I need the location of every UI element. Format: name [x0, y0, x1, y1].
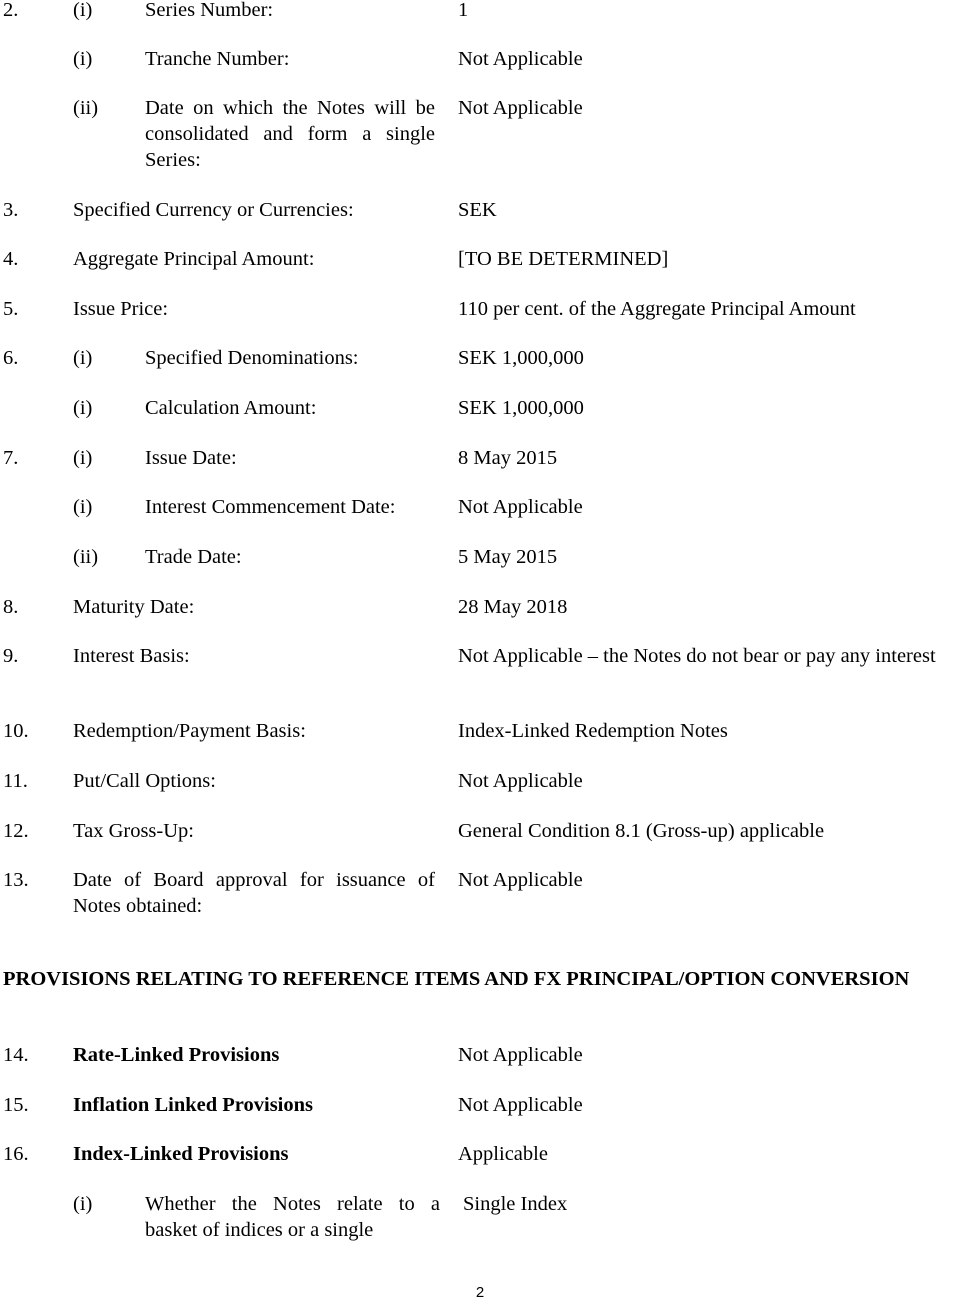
item-7-sub: (i)	[73, 447, 93, 469]
consolidation-label: Date on which the Notes will be consolidated and form a single Series:	[145, 97, 435, 171]
trade-date-label: Trade Date:	[145, 546, 242, 568]
item-10-value: Index-Linked Redemption Notes	[458, 720, 728, 742]
item-6-value: SEK 1,000,000	[458, 347, 584, 369]
item-13-label: Date of Board approval for issuance of Notes obtained:	[73, 869, 435, 917]
basket-value: Single Index	[463, 1193, 568, 1215]
item-13-value: Not Applicable	[458, 869, 583, 891]
basket-sub: (i)	[73, 1193, 93, 1215]
item-12-label: Tax Gross-Up:	[73, 820, 194, 842]
trade-date-sub: (ii)	[73, 546, 99, 568]
item-9-value: Not Applicable – the Notes do not bear or pay any interest	[458, 645, 936, 667]
item-13-number: 13.	[3, 869, 29, 891]
item-15-label: Inflation Linked Provisions	[73, 1094, 313, 1116]
item-4-number: 4.	[3, 248, 19, 270]
item-8-label: Maturity Date:	[73, 596, 195, 618]
item-11-value: Not Applicable	[458, 770, 583, 792]
item-5-label: Issue Price:	[73, 298, 169, 320]
item-2-sub: (i)	[73, 0, 93, 21]
item-11-number: 11.	[3, 770, 28, 792]
calc-amount-sub: (i)	[73, 397, 93, 419]
item-5-number: 5.	[3, 298, 19, 320]
basket-label: Whether the Notes relate to a basket of indices or a single	[145, 1193, 440, 1241]
section-heading: PROVISIONS RELATING TO REFERENCE ITEMS AND FX PRINCIPAL/OPTION CONVERSION	[3, 968, 910, 990]
item-12-value: General Condition 8.1 (Gross-up) applicable	[458, 820, 825, 842]
item-4-value: [TO BE DETERMINED]	[458, 248, 669, 270]
item-4-label: Aggregate Principal Amount:	[73, 248, 315, 270]
item-7-value: 8 May 2015	[458, 447, 558, 469]
item-9-label: Interest Basis:	[73, 645, 190, 667]
item-16-value: Applicable	[458, 1143, 548, 1165]
calc-amount-label: Calculation Amount:	[145, 397, 317, 419]
item-16-number: 16.	[3, 1143, 29, 1165]
item-12-number: 12.	[3, 820, 29, 842]
item-6-number: 6.	[3, 347, 19, 369]
item-3-label: Specified Currency or Currencies:	[73, 199, 354, 221]
item-16-label: Index-Linked Provisions	[73, 1143, 289, 1165]
item-7-number: 7.	[3, 447, 19, 469]
item-8-number: 8.	[3, 596, 19, 618]
item-11-label: Put/Call Options:	[73, 770, 216, 792]
item-6-sub: (i)	[73, 347, 93, 369]
item-3-value: SEK	[458, 199, 497, 221]
item-2-label: Series Number:	[145, 0, 274, 21]
item-3-number: 3.	[3, 199, 19, 221]
item-15-value: Not Applicable	[458, 1094, 583, 1116]
item-9-number: 9.	[3, 645, 19, 667]
trade-date-value: 5 May 2015	[458, 546, 558, 568]
tranche-label: Tranche Number:	[145, 48, 290, 70]
consolidation-sub: (ii)	[73, 97, 99, 119]
item-2-number: 2.	[3, 0, 19, 21]
item-7-label: Issue Date:	[145, 447, 237, 469]
item-10-number: 10.	[3, 720, 29, 742]
interest-commencement-label: Interest Commencement Date:	[145, 496, 396, 518]
item-14-value: Not Applicable	[458, 1044, 583, 1066]
tranche-sub: (i)	[73, 48, 93, 70]
page-number: 2	[475, 1284, 485, 1301]
interest-commencement-sub: (i)	[73, 496, 93, 518]
calc-amount-value: SEK 1,000,000	[458, 397, 584, 419]
tranche-value: Not Applicable	[458, 48, 583, 70]
interest-commencement-value: Not Applicable	[458, 496, 583, 518]
item-5-value: 110 per cent. of the Aggregate Principal Amount	[458, 298, 856, 320]
item-15-number: 15.	[3, 1094, 29, 1116]
consolidation-value: Not Applicable	[458, 97, 583, 119]
item-10-label: Redemption/Payment Basis:	[73, 720, 306, 742]
item-2-value: 1	[458, 0, 469, 21]
item-14-number: 14.	[3, 1044, 29, 1066]
item-14-label: Rate-Linked Provisions	[73, 1044, 280, 1066]
item-8-value: 28 May 2018	[458, 596, 568, 618]
item-6-label: Specified Denominations:	[145, 347, 359, 369]
